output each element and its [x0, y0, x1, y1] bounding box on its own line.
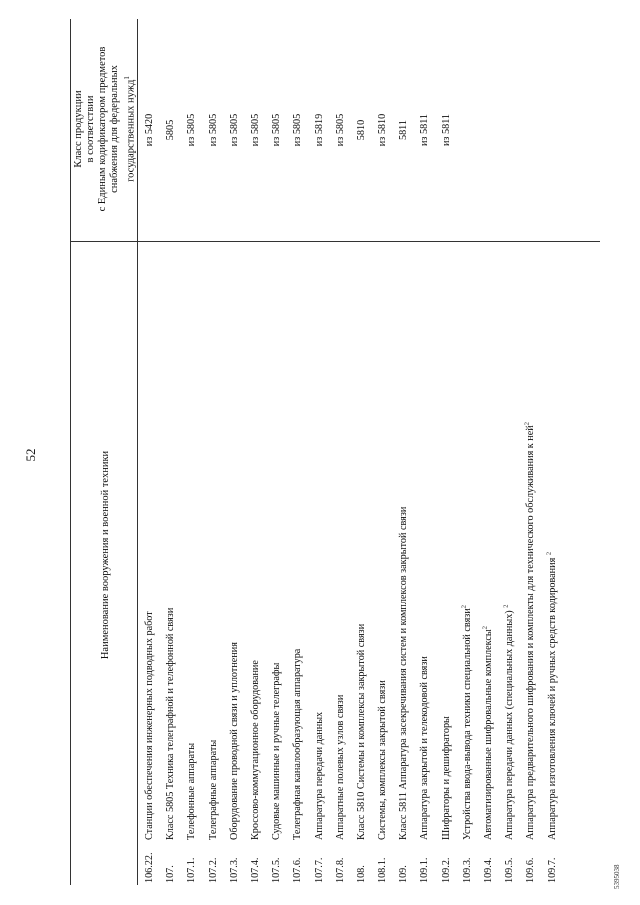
- row-class-code: из 5805: [292, 113, 304, 147]
- row-class-code: из 5811: [440, 113, 452, 147]
- row-name: Телеграфные аппараты: [207, 739, 219, 840]
- table-row: [499, 15, 520, 895]
- row-number: 107.7.: [313, 857, 325, 883]
- row-name: Класс 5811 Аппаратура засекречивания систем и комплексов закрытой связи: [398, 506, 410, 840]
- footnote-marker: 2: [481, 626, 489, 630]
- row-name: Класс 5810 Системы и комплексы закрытой связи: [355, 623, 367, 840]
- row-number: 107.: [165, 865, 177, 883]
- footnote-marker: 2: [502, 604, 510, 608]
- rotated-page: [15, 15, 635, 895]
- table-row: [414, 15, 435, 895]
- page-number: 52: [23, 448, 38, 462]
- column-header-class: [73, 20, 137, 238]
- row-number: 109.4.: [483, 857, 494, 883]
- footnote-marker: 2: [460, 604, 468, 609]
- table-row: [372, 15, 393, 895]
- table-row: [139, 15, 160, 895]
- row-class-code: из 5805: [228, 113, 240, 147]
- table-row: [436, 15, 457, 895]
- row-name: Аппаратура изготовления ключей и ручных средств кодирования $^2$: [545, 551, 558, 840]
- table-row: [457, 15, 478, 895]
- table-top-rule: [70, 19, 71, 885]
- class-header-line: Класс продукции: [72, 90, 84, 168]
- row-name: Аппаратура передачи данных: [313, 711, 325, 840]
- row-number: 108.: [355, 865, 367, 883]
- row-name: Класс 5805 Техника телеграфной и телефонной связи: [165, 607, 177, 840]
- table-row: [542, 15, 563, 895]
- row-number: 109.5.: [504, 857, 516, 883]
- row-name: Шифраторы и дешифраторы: [440, 716, 452, 840]
- table-row: [224, 15, 245, 895]
- row-number: 108.1.: [377, 857, 389, 883]
- row-number: 109.6.: [525, 857, 537, 883]
- row-name: Оборудование проводной связи и уплотнения: [228, 642, 240, 840]
- row-class-code: из 5805: [186, 113, 198, 147]
- class-header-line: снабжения для федеральных: [108, 65, 120, 193]
- row-class-code: из 5810: [377, 113, 389, 147]
- class-header-line: с Единым кодификатором предметов: [96, 46, 108, 212]
- table-row: [287, 15, 308, 895]
- row-class-code: из 5805: [334, 113, 346, 147]
- row-class-code: 5810: [355, 119, 367, 141]
- row-number: 107.5.: [271, 857, 283, 883]
- row-name: Аппаратура предварительного шифрования и комплекты для технического обслуживания к ней$^2$: [523, 422, 537, 840]
- row-name: Аппаратура закрытой и телекодовой связи: [419, 656, 431, 840]
- row-class-code: из 5805: [207, 113, 219, 147]
- row-name: Аппаратура передачи данных (специальных данных) $^2$: [502, 604, 516, 840]
- table-row: [393, 15, 414, 895]
- column-header-name: Наименование вооружения и военной техники: [99, 450, 111, 660]
- table-row: [520, 15, 541, 895]
- row-number: 107.4.: [249, 857, 261, 883]
- row-number: 107.1.: [186, 857, 198, 883]
- table-row: [160, 15, 181, 895]
- table-row: [330, 15, 351, 895]
- document-code: 5395038: [613, 864, 621, 889]
- row-number: 107.6.: [292, 857, 304, 883]
- footnote-marker: 1: [122, 76, 131, 80]
- row-name: Станции обеспечения инженерных подводных работ: [144, 611, 155, 840]
- footnote-marker: 2: [545, 551, 553, 556]
- row-number: 109.3.: [461, 857, 473, 883]
- row-class-code: из 5811: [419, 113, 431, 147]
- row-number: 107.2.: [207, 857, 219, 883]
- row-number: 107.8.: [334, 857, 346, 883]
- row-class-code: из 5805: [271, 113, 283, 147]
- row-number: 109.7.: [546, 857, 558, 883]
- row-name: Телеграфная каналообразующая аппаратура: [292, 648, 304, 840]
- class-header-line: в соответствии: [84, 95, 96, 163]
- row-class-code: из 5805: [249, 113, 261, 147]
- row-name: Телефонные аппараты: [186, 742, 198, 840]
- table-row: [478, 15, 499, 895]
- row-number: 109.1.: [419, 857, 431, 883]
- row-name: Устройства ввода-вывода техники специальной связи$^2$: [460, 604, 473, 840]
- row-number: 109.2.: [440, 857, 452, 883]
- row-class-code: 5811: [398, 120, 410, 140]
- table-row: [309, 15, 330, 895]
- row-name: Системы, комплексы закрытой связи: [377, 680, 389, 840]
- footnote-marker: 2: [523, 422, 531, 426]
- row-name: Судовые машинные и ручные телеграфы: [271, 662, 283, 840]
- row-name: Кроссово-коммутационное оборудование: [249, 660, 261, 840]
- table-row: [351, 15, 372, 895]
- class-header-line: государственных нужд$^1$: [122, 76, 137, 182]
- row-number: 106.22.: [144, 852, 155, 883]
- table-row: [245, 15, 266, 895]
- row-name: Автоматизированные шифровальные комплексы$^2$: [481, 626, 494, 840]
- table-body: [139, 15, 563, 895]
- row-class-code: 5805: [165, 119, 177, 141]
- row-number: 109.: [398, 865, 410, 883]
- table-row: [266, 15, 287, 895]
- row-class-code: из 5420: [144, 113, 155, 147]
- row-class-code: из 5819: [313, 113, 325, 147]
- table-row: [203, 15, 224, 895]
- row-number: 107.3.: [228, 857, 240, 883]
- table-row: [181, 15, 202, 895]
- row-name: Аппаратные полевых узлов связи: [334, 694, 346, 840]
